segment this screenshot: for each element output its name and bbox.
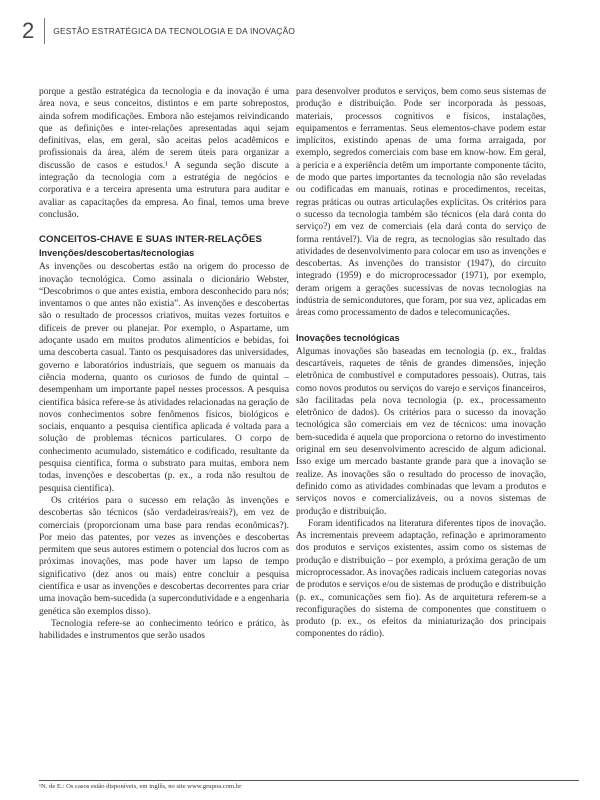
body-paragraph: Algumas inovações são baseadas em tecnologia (p. ex., fraldas descartáveis, raquetes de tênis de grandes dimensões, injeção eletrônica de combustível e computadores pessoais). Outras, tais como novos produtos ou serviços do varejo e serviços financeiros, são facilitadas pela nova tecnologia (p. ex., processamento eletrônico de dados). Os critérios para o sucesso da inovação tecnológica são comerciais em vez de técnicos: uma inovação bem-sucedida é aquela que proporciona o retorno do investimento original em seu desenvolvimento acrescido de algum adicional. Isso exige um mercado bastante grande para que a inovação se realize. As inovações são o resultado do processo de inovação, definido como as atividades combinadas que levam a produtos e serviços novos e comercializáveis, ou a novos sistemas de produção e distribuição. [296,346,546,517]
intro-paragraph: porque a gestão estratégica da tecnologia e da inovação é uma área nova, e seus conceitos, distintos e em parte sobrepostos, ainda sofrem modificações. Embora não estejamos reivindicando que as definições e inter-relações apresentadas aqui sejam definitivas, elas, em geral, são aceitas pelos acadêmicos e profissionais da área, além de serem úteis para organizar a discussão de casos e estudos.¹ A segunda seção discute a integração da tecnologia com a estratégia de negócios e corporativa e a terceira apresenta uma estrutura para auditar e avaliar as capacitações da empresa. Ao final, temos uma breve conclusão. [39,87,289,220]
running-title: GESTÃO ESTRATÉGICA DA TECNOLOGIA E DA INOVAÇÃO [53,26,296,36]
body-paragraph: Foram identificados na literatura diferentes tipos de inovação. As incrementais preveem adaptação, refinação e aprimoramento dos produtos e serviços existentes, assim como os sistemas de produção e distribuição – por exemplo, a próxima geração de um microprocessador. As inovações radicais incluem categorias novas de produtos e serviços e/ou de sistemas de produção e distribuição (p. ex., comunicações sem fio). As de arquitetura referem-se a reconfigurações do sistema de componentes que constituem o produto (p. ex., os efeitos da miniaturização dos principais componentes do rádio). [296,518,546,640]
body-paragraph: Tecnologia refere-se ao conhecimento teórico e prático, às habilidades e instrumentos que serão usados [39,618,289,642]
body-paragraph: As invenções ou descobertas estão na origem do processo de inovação tecnológica. Como assinala o dicionário Webster, “Descobrimos o que antes existia, embora desconhecido para nós; inventamos o que antes não existia”. As invenções e descobertas são o resultado de processos criativos, muitas vezes fortuitos e difíceis de prever ou planejar. Por exemplo, o Aspartame, um adoçante usado em muitos produtos alimentícios e bebidas, foi uma descoberta casual. Tanto os pesquisadores das universidades, governo e laboratórios industriais, que seguem os manuais da ciência moderna, quanto os curiosos de fundo de quintal – desempenham um importante papel nesses processos. A pesquisa científica básica refere-se às atividades relacionadas na geração de novos conhecimentos sobre fenômenos físicos, biológicos e sociais, enquanto a pesquisa científica aplicada é voltada para a solução de problemas técnicos particulares. O corpo de conhecimento acumulado, sistemático e codificado, resultante da pesquisa científica, forma o substrato para muitas, embora nem todas, invenções e descobertas (p. ex., a roda não resultou de pesquisa científica). [39,262,289,494]
left-column [39,86,289,642]
page-number: 2 [22,18,35,43]
footnote: ¹N. de E.: Os casos estão disponíveis, em inglês, no site www.grupoa.com.br [39,780,579,790]
running-header [22,16,295,46]
subsection-title-innovations: Inovações tecnológicas [296,332,400,343]
body-paragraph: Os critérios para o sucesso em relação às invenções e descobertas são técnicos (são verdadeiras/reais?), em vez de comerciais (proporcionam uma base para rendas econômicas?). Por meio das patentes, por vezes as invenções e descobertas permitem que seus autores estimem o potencial dos lucros com as próximas inovações, mas pode haver um lapso de tempo significativo (dez anos ou mais) entre concluir a pesquisa científica e usar as invenções e descobertas decorrentes para criar uma inovação bem-sucedida (a supercondutividade e a engenharia genética são exemplos disso). [39,495,289,617]
subsection-title-inventions: Invenções/descobertas/tecnologias [39,248,195,259]
section-title: CONCEITOS-CHAVE E SUAS INTER-RELAÇÕES [39,234,262,246]
right-column [296,86,546,641]
header-divider [44,18,45,44]
body-paragraph: para desenvolver produtos e serviços, bem como seus sistemas de produção e distribuição. Pode ser incorporada às pessoas, materiais, processos cognitivos e físicos, instalações, equipamentos e ferramentas. Seus elementos-chave podem estar implícitos, existindo apenas de uma forma arraigada, por exemplo, segredos comerciais com base em know-how. Em geral, a perícia e a experiência detêm um importante componente tácito, de modo que partes importantes da tecnologia não são reveladas ou codificadas em manuais, rotinas e procedimentos, receitas, regras práticas ou outras articulações explícitas. Os critérios para o sucesso da tecnologia também são técnicos (ela dará conta do serviço?) em vez de comerciais (ela dará conta do serviço de forma rentável?). Via de regra, as tecnologias são resultado das atividades de desenvolvimento para colocar em uso as invenções e descobertas. As invenções do transistor (1947), do circuito integrado (1959) e do microprocessador (1971), por exemplo, deram origem a gerações sucessivas de novas tecnologias na indústria de semicondutores, que foram, por sua vez, aplicadas em áreas como processamento de dados e telecomunicações. [296,87,546,319]
